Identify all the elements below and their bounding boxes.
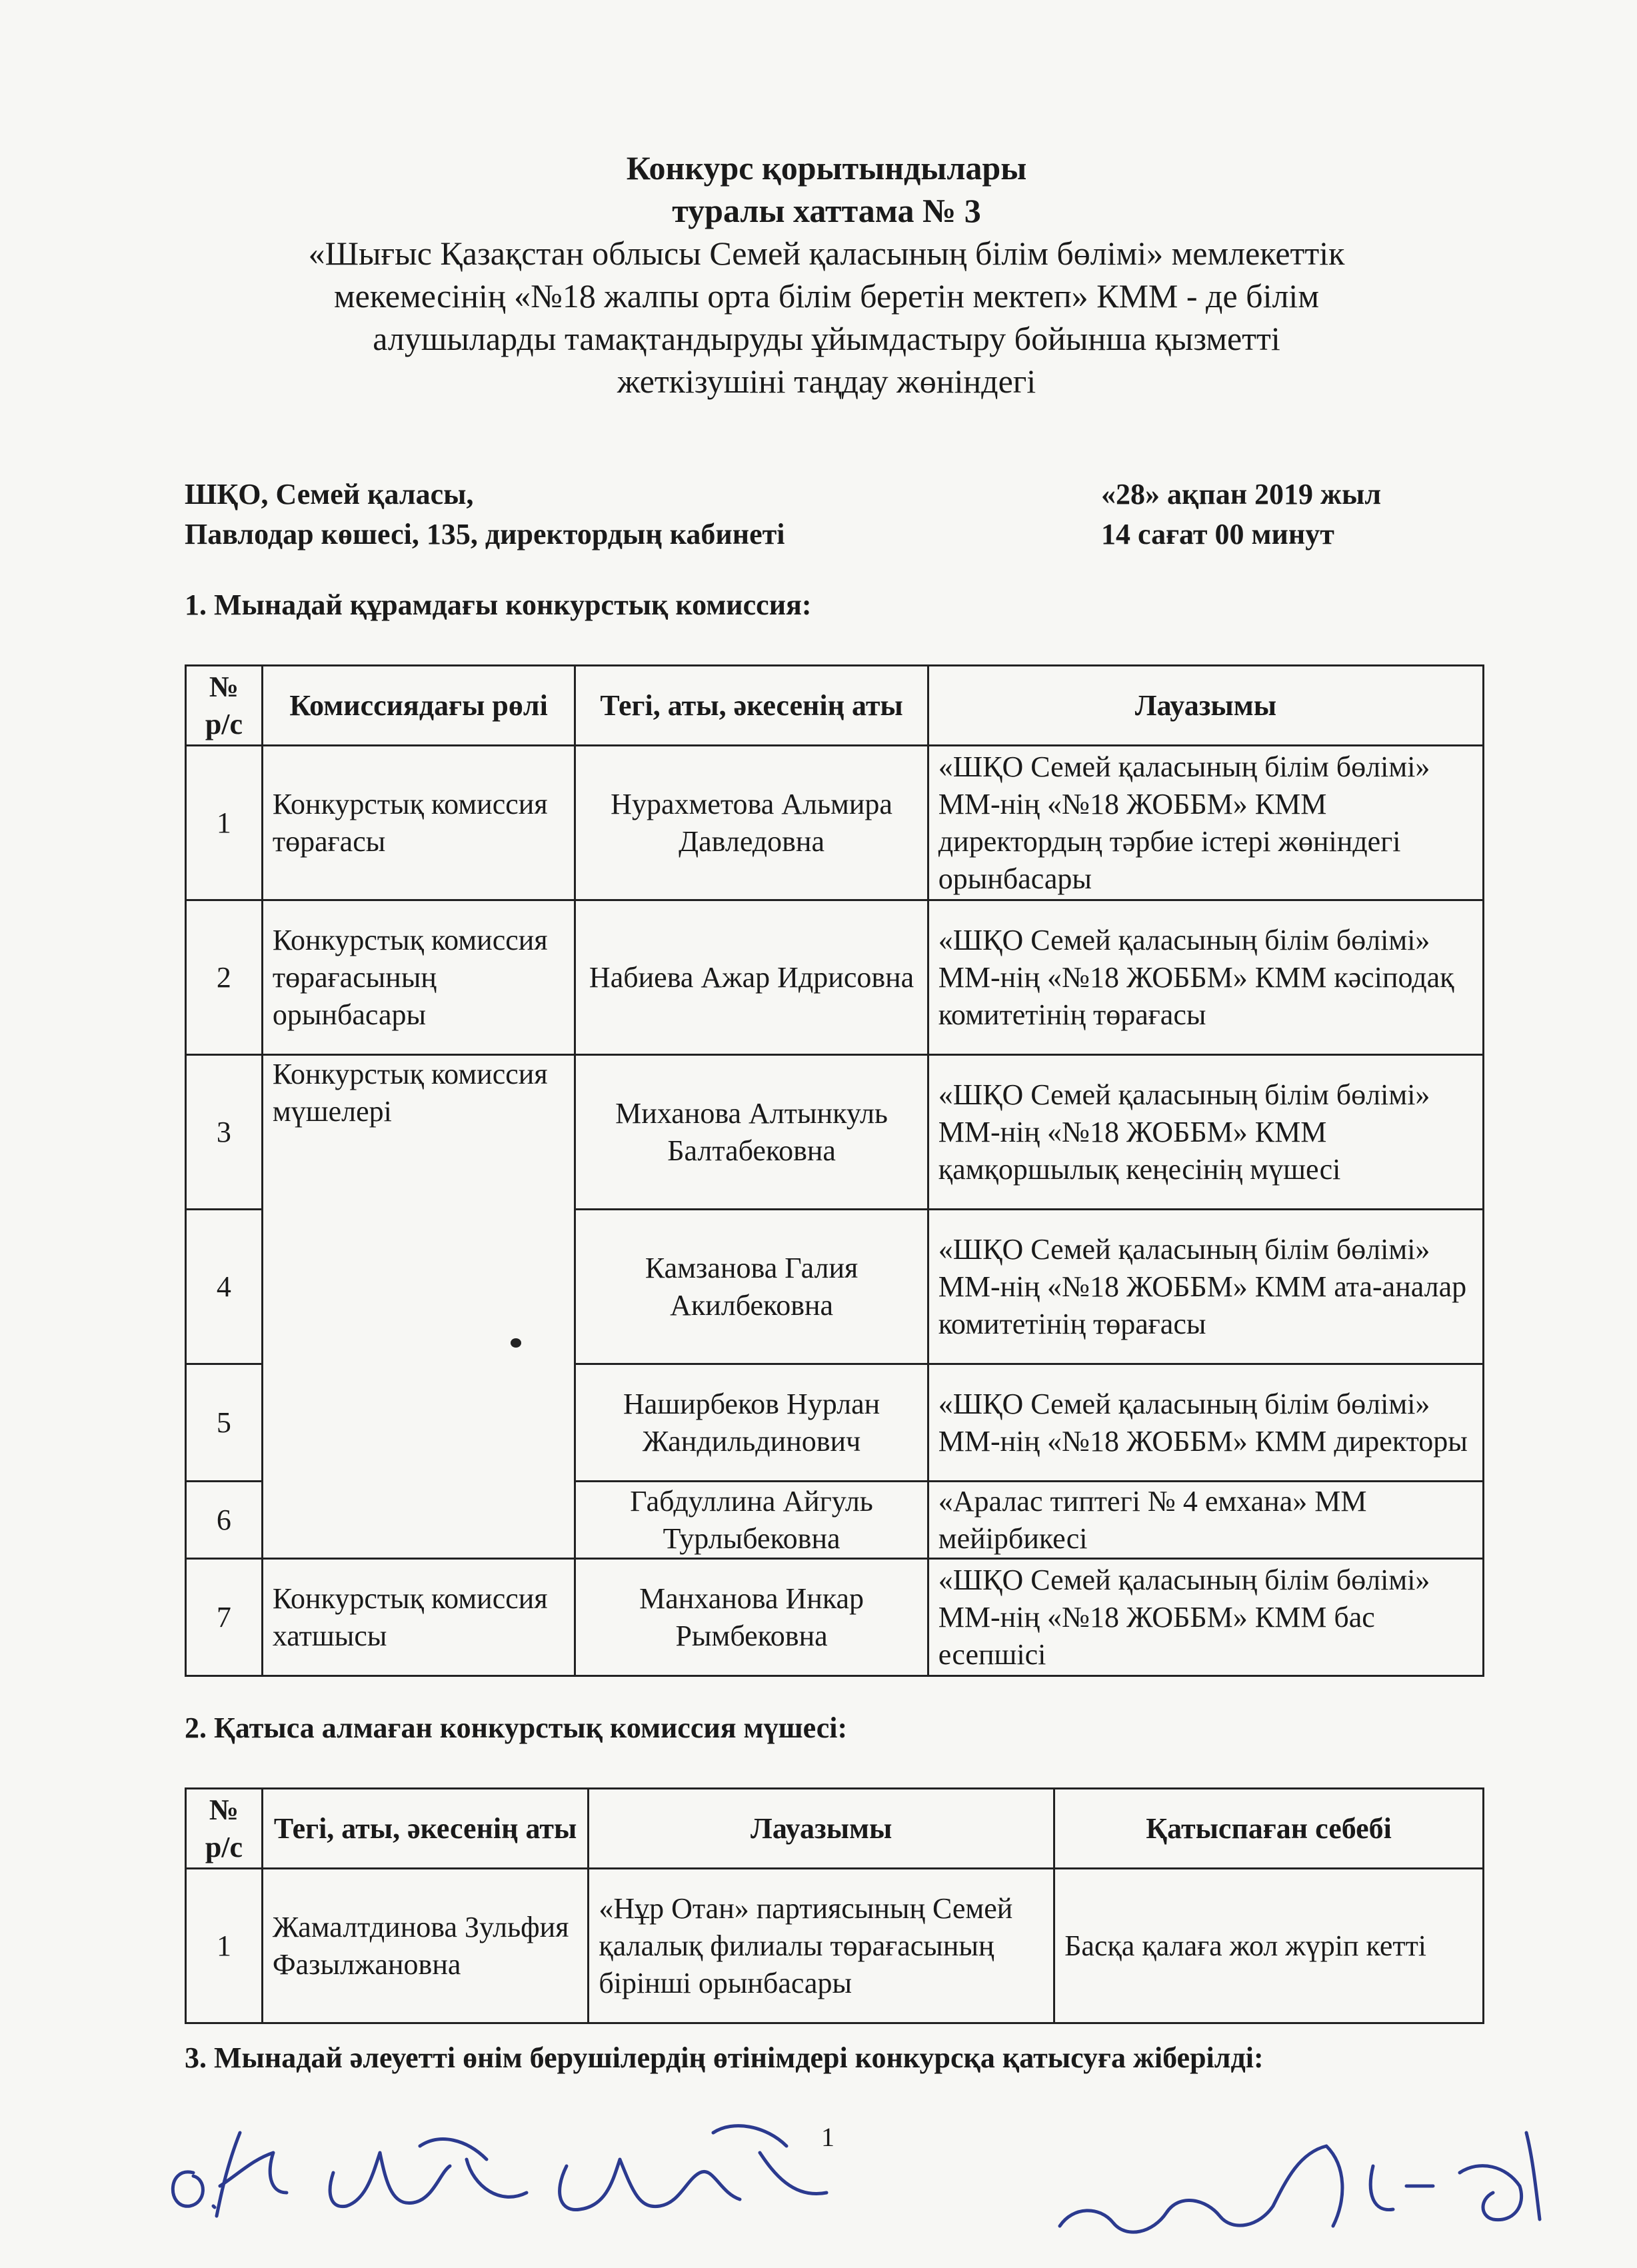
name-cell: Манханова Инкар Рымбековна xyxy=(575,1559,928,1676)
signature-5 xyxy=(1370,2133,1540,2220)
table-row xyxy=(186,746,1484,900)
row-number: 3 xyxy=(186,1055,263,1210)
position-cell: «ШҚО Семей қаласының білім бөлімі» ММ-нің «№18 ЖОББМ» КММ ата-аналар комитетінің төрағасы xyxy=(928,1210,1483,1364)
role-cell: Конкурстық комиссия төрағасының орынбасары xyxy=(262,900,575,1055)
name-cell: Нурахметова Альмира Давледовна xyxy=(575,746,928,900)
position-cell: «ШҚО Семей қаласының білім бөлімі» ММ-нің «№18 ЖОББМ» КММ кәсіподақ комитетінің төрағасы xyxy=(928,900,1483,1055)
row-number: 4 xyxy=(186,1210,263,1364)
table-row xyxy=(186,1055,1484,1210)
column-header: Қатыспаған себебі xyxy=(1054,1789,1484,1869)
row-number: 7 xyxy=(186,1559,263,1676)
position-cell: «ШҚО Семей қаласының білім бөлімі» ММ-нің «№18 ЖОББМ» КММ директоры xyxy=(928,1364,1483,1482)
column-header: № р/с xyxy=(186,1789,263,1869)
position-cell: «ШҚО Семей қаласының білім бөлімі» ММ-нің «№18 ЖОББМ» КММ бас есепшісі xyxy=(928,1559,1483,1676)
name-cell: Жамалтдинова Зульфия Фазылжановна xyxy=(262,1869,588,2023)
signature-3 xyxy=(560,2126,826,2210)
section-2-heading: 2. Қатыса алмаған конкурстық комиссия мүшесі: xyxy=(185,1711,848,1744)
page-number: 1 xyxy=(821,2122,834,2152)
column-header: Тегі, аты, әкесенің аты xyxy=(262,1789,588,1869)
table-row xyxy=(186,1869,1484,2023)
table-header-row xyxy=(186,666,1484,746)
section-1-heading: 1. Мынадай құрамдағы конкурстық комиссия: xyxy=(185,588,812,621)
role-cell: Конкурстық комиссия мүшелері xyxy=(262,1055,575,1559)
column-header: Тегі, аты, әкесенің аты xyxy=(575,666,928,746)
subtitle-line-3: алушыларды тамақтандыруды ұйымдастыру бойынша қызметті xyxy=(373,320,1280,357)
row-number: 2 xyxy=(186,900,263,1055)
place-line-2: Павлодар көшесі, 135, директордың кабинеті xyxy=(185,518,785,551)
table-row xyxy=(186,1559,1484,1676)
position-cell: «ШҚО Семей қаласының білім бөлімі» ММ-нің «№18 ЖОББМ» КММ директордың тәрбие істері жөніндегі орынбасары xyxy=(928,746,1483,900)
name-cell: Габдуллина Айгуль Турлыбековна xyxy=(575,1482,928,1559)
name-cell: Набиева Ажар Идрисовна xyxy=(575,900,928,1055)
ink-mark xyxy=(511,1338,521,1348)
row-number: 1 xyxy=(186,746,263,900)
time-line: 14 сағат 00 минут xyxy=(1101,518,1334,551)
section-3-heading: 3. Мынадай әлеуетті өнім берушілердің өтінімдері конкурсқа қатысуға жіберілді: xyxy=(185,2041,1264,2074)
subtitle-line-1: «Шығыс Қазақстан облысы Семей қаласының білім бөлімі» мемлекеттік xyxy=(308,235,1345,272)
commission-table xyxy=(185,664,1484,1677)
role-cell: Конкурстық комиссия хатшысы xyxy=(262,1559,575,1676)
handwritten-signatures xyxy=(153,2093,1586,2266)
row-number: 5 xyxy=(186,1364,263,1482)
role-cell: Конкурстық комиссия төрағасы xyxy=(262,746,575,900)
position-cell: «Нұр Отан» партиясының Семей қалалық филиалы төрағасының бірінші орынбасары xyxy=(589,1869,1054,2023)
name-cell: Миханова Алтынкуль Балтабековна xyxy=(575,1055,928,1210)
signature-1 xyxy=(173,2133,287,2216)
subtitle-line-2: мекемесінің «№18 жалпы орта білім беретін мектеп» КММ - де білім xyxy=(334,277,1319,315)
meta-location xyxy=(185,475,785,555)
row-number: 6 xyxy=(186,1482,263,1559)
column-header: Лауазымы xyxy=(589,1789,1054,1869)
title-line-2: туралы хаттама № 3 xyxy=(672,192,981,229)
row-number: 1 xyxy=(186,1869,263,2023)
position-cell: «Аралас типтегі № 4 емхана» ММ мейірбикесі xyxy=(928,1482,1483,1559)
table-header-row xyxy=(186,1789,1484,1869)
place-line-1: ШҚО, Семей қаласы, xyxy=(185,478,474,511)
signature-2 xyxy=(330,2139,527,2207)
date-line: «28» ақпан 2019 жыл xyxy=(1101,478,1381,511)
subtitle-line-4: жеткізушіні таңдау жөніндегі xyxy=(617,363,1036,400)
column-header: Лауазымы xyxy=(928,666,1483,746)
title-line-1: Конкурс қорытындылары xyxy=(626,149,1027,187)
position-cell: «ШҚО Семей қаласының білім бөлімі» ММ-нің «№18 ЖОББМ» КММ қамқоршылық кеңесінің мүшесі xyxy=(928,1055,1483,1210)
signature-4 xyxy=(1060,2146,1342,2232)
name-cell: Камзанова Галия Акилбековна xyxy=(575,1210,928,1364)
reason-cell: Басқа қалаға жол жүріп кетті xyxy=(1054,1869,1484,2023)
column-header: Комиссиядағы рөлі xyxy=(262,666,575,746)
table-row xyxy=(186,900,1484,1055)
column-header: № р/с xyxy=(186,666,263,746)
document-title xyxy=(173,147,1480,403)
name-cell: Наширбеков Нурлан Жандильдинович xyxy=(575,1364,928,1482)
absent-member-table xyxy=(185,1787,1484,2024)
meta-datetime xyxy=(1101,475,1381,555)
